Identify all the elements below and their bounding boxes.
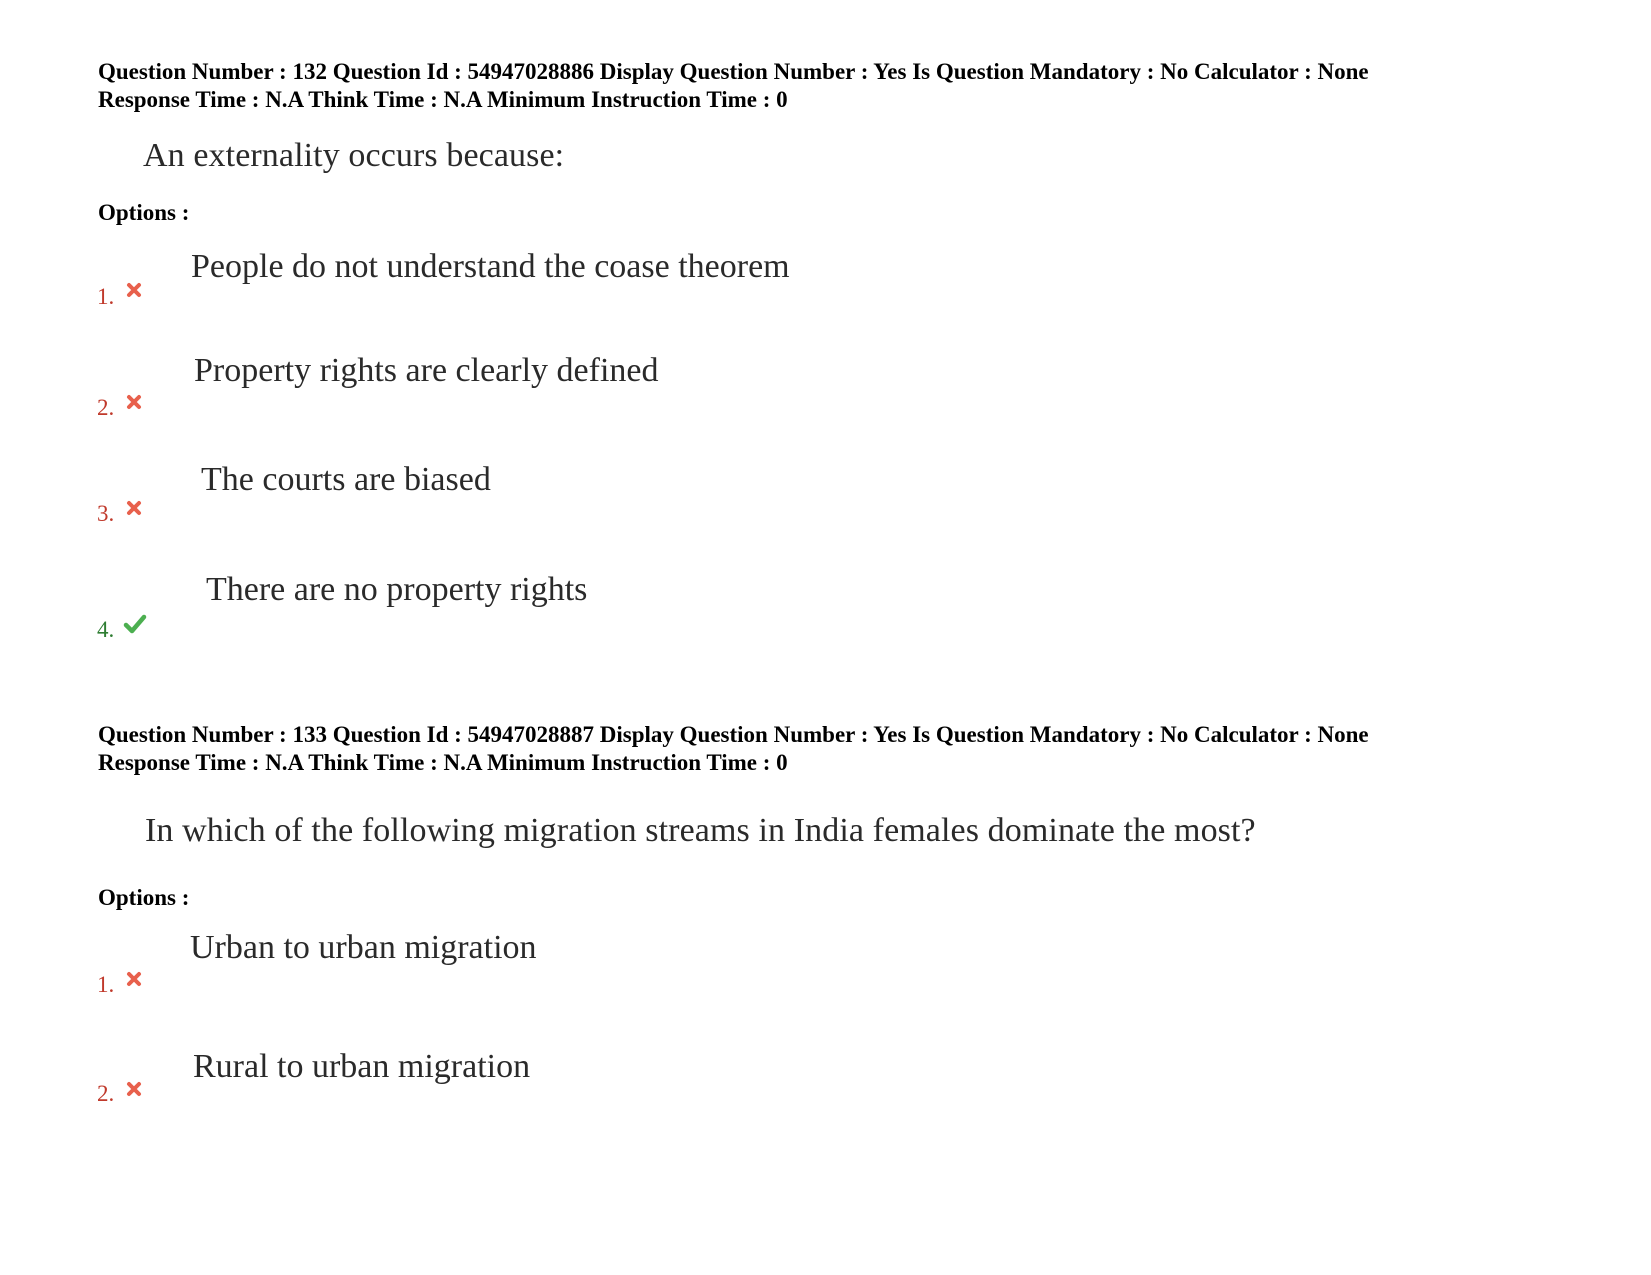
- question-132-stem: An externality occurs because:: [143, 137, 565, 174]
- option-number: 1.: [97, 284, 115, 309]
- question-133-meta: [98, 721, 1369, 777]
- cross-icon: [126, 394, 142, 410]
- question-meta-line-1: Question Number : 132 Question Id : 54947028886 Display Question Number : Yes Is Question Mandatory : No Calculator : None: [98, 59, 1369, 84]
- question-meta-line-2: Response Time : N.A Think Time : N.A Minimum Instruction Time : 0: [98, 87, 788, 112]
- option-number: 4.: [97, 617, 115, 642]
- option-text: Property rights are clearly defined: [194, 352, 659, 389]
- options-label: Options :: [98, 885, 190, 910]
- cross-icon: [126, 971, 142, 987]
- options-label: Options :: [98, 200, 190, 225]
- question-meta-line-1: Question Number : 133 Question Id : 54947028887 Display Question Number : Yes Is Question Mandatory : No Calculator : None: [98, 722, 1369, 747]
- option-text: Rural to urban migration: [193, 1048, 531, 1085]
- option-number: 2.: [97, 1081, 115, 1106]
- option-number: 2.: [97, 395, 115, 420]
- option-text: Urban to urban migration: [190, 929, 537, 966]
- question-133-stem: In which of the following migration streams in India females dominate the most?: [145, 812, 1256, 849]
- option-text: People do not understand the coase theorem: [191, 248, 790, 285]
- option-text: The courts are biased: [201, 461, 491, 498]
- cross-icon: [126, 1081, 142, 1097]
- check-icon: [123, 613, 147, 635]
- option-text: There are no property rights: [206, 571, 588, 608]
- question-meta-line-2: Response Time : N.A Think Time : N.A Minimum Instruction Time : 0: [98, 750, 788, 775]
- cross-icon: [126, 282, 142, 298]
- option-number: 3.: [97, 501, 115, 526]
- question-132-meta: [98, 58, 1369, 114]
- cross-icon: [126, 500, 142, 516]
- option-number: 1.: [97, 972, 115, 997]
